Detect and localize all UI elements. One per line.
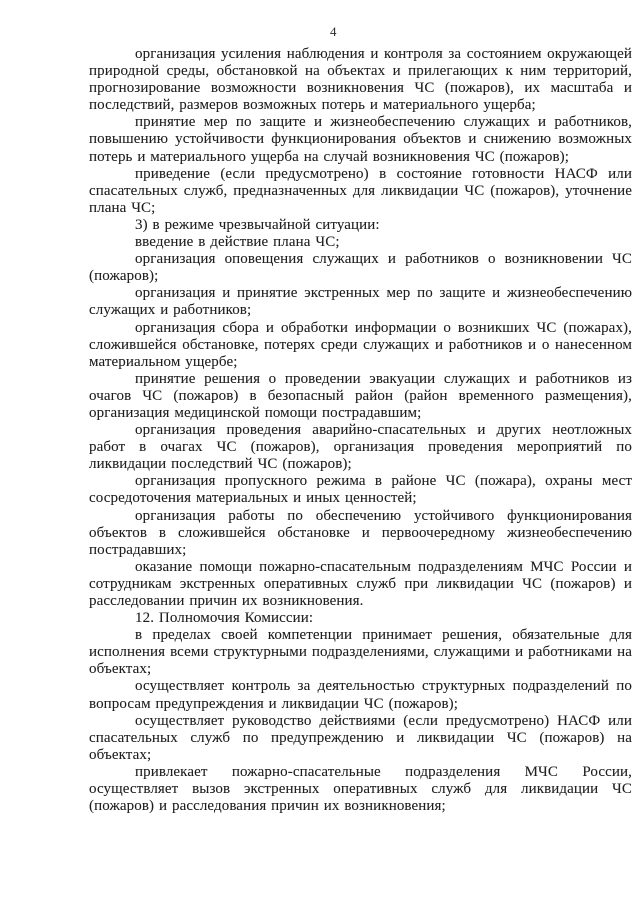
paragraph-protection-measures: принятие мер по защите и жизнеобеспечению служащих и работников, повышению устойчивости функционирования объектов и снижению возможных потерь и материального ущерба на случай возникновения ЧС (пожаров); [89,114,632,165]
paragraph-binding-decisions: в пределах своей компетенции принимает решения, обязательные для исполнения всеми структурными подразделениями, служащими и работниками на объектах; [89,627,632,678]
paragraph-monitoring-organization: организация усиления наблюдения и контроля за состоянием окружающей природной среды, обстановкой на объектах и прилегающих к ним территорий, прогнозирование возможности возникновения ЧС (пожаров), их масштаба и последствий, размеров возможных потерь и материального ущерба; [89,46,632,114]
document-body [89,46,632,815]
paragraph-sustained-operation: организация работы по обеспечению устойчивого функционирования объектов в сложившейся обстановке и первоочередному жизнеобеспечению пострадавших; [89,507,632,558]
paragraph-commission-powers-heading: 12. Полномочия Комиссии: [135,610,314,627]
paragraph-readiness-nasf: приведение (если предусмотрено) в состояние готовности НАСФ или спасательных служб, предназначенных для ликвидации ЧС (пожаров), уточнение плана ЧС; [89,165,632,216]
paragraph-emergency-mode-heading: 3) в режиме чрезвычайной ситуации: [135,216,380,233]
paragraph-urgent-measures: организация и принятие экстренных мер по защите и жизнеобеспечению служащих и работников; [89,285,632,319]
paragraph-notification: организация оповещения служащих и работников о возникновении ЧС (пожаров); [89,251,632,285]
paragraph-information-gathering: организация сбора и обработки информации о возникших ЧС (пожарах), сложившейся обстановке, потерях среди служащих и работников и о нанесенном материальном ущербе; [89,319,632,370]
paragraph-oversight: осуществляет контроль за деятельностью структурных подразделений по вопросам предупреждения и ликвидации ЧС (пожаров); [89,678,632,712]
paragraph-evacuation-decision: принятие решения о проведении эвакуации служащих и работников из очагов ЧС (пожаров) в безопасный район (район временного размещения), организация медицинской помощи пострадавшим; [89,370,632,421]
paragraph-assistance-mchs: оказание помощи пожарно-спасательным подразделениям МЧС России и сотрудникам экстренных оперативных служб при ликвидации ЧС (пожаров) и расследовании причин их возникновения. [89,558,632,609]
paragraph-leadership-nasf: осуществляет руководство действиями (если предусмотрено) НАСФ или спасательных служб по предупреждению и ликвидации ЧС (пожаров) на объектах; [89,712,632,763]
paragraph-engage-units: привлекает пожарно-спасательные подразделения МЧС России, осуществляет вызов экстренных оперативных служб для ликвидации ЧС (пожаров) и расследования причин их возникновения; [89,763,632,815]
paragraph-plan-activation: введение в действие плана ЧС; [135,234,340,251]
paragraph-rescue-works: организация проведения аварийно-спасательных и других неотложных работ в очагах ЧС (пожаров), организация проведения мероприятий по ликвидации последствий ЧС (пожаров); [89,422,632,473]
paragraph-access-control: организация пропускного режима в районе ЧС (пожара), охраны мест сосредоточения материальных и иных ценностей; [89,473,632,507]
page-number: 4 [330,24,337,39]
